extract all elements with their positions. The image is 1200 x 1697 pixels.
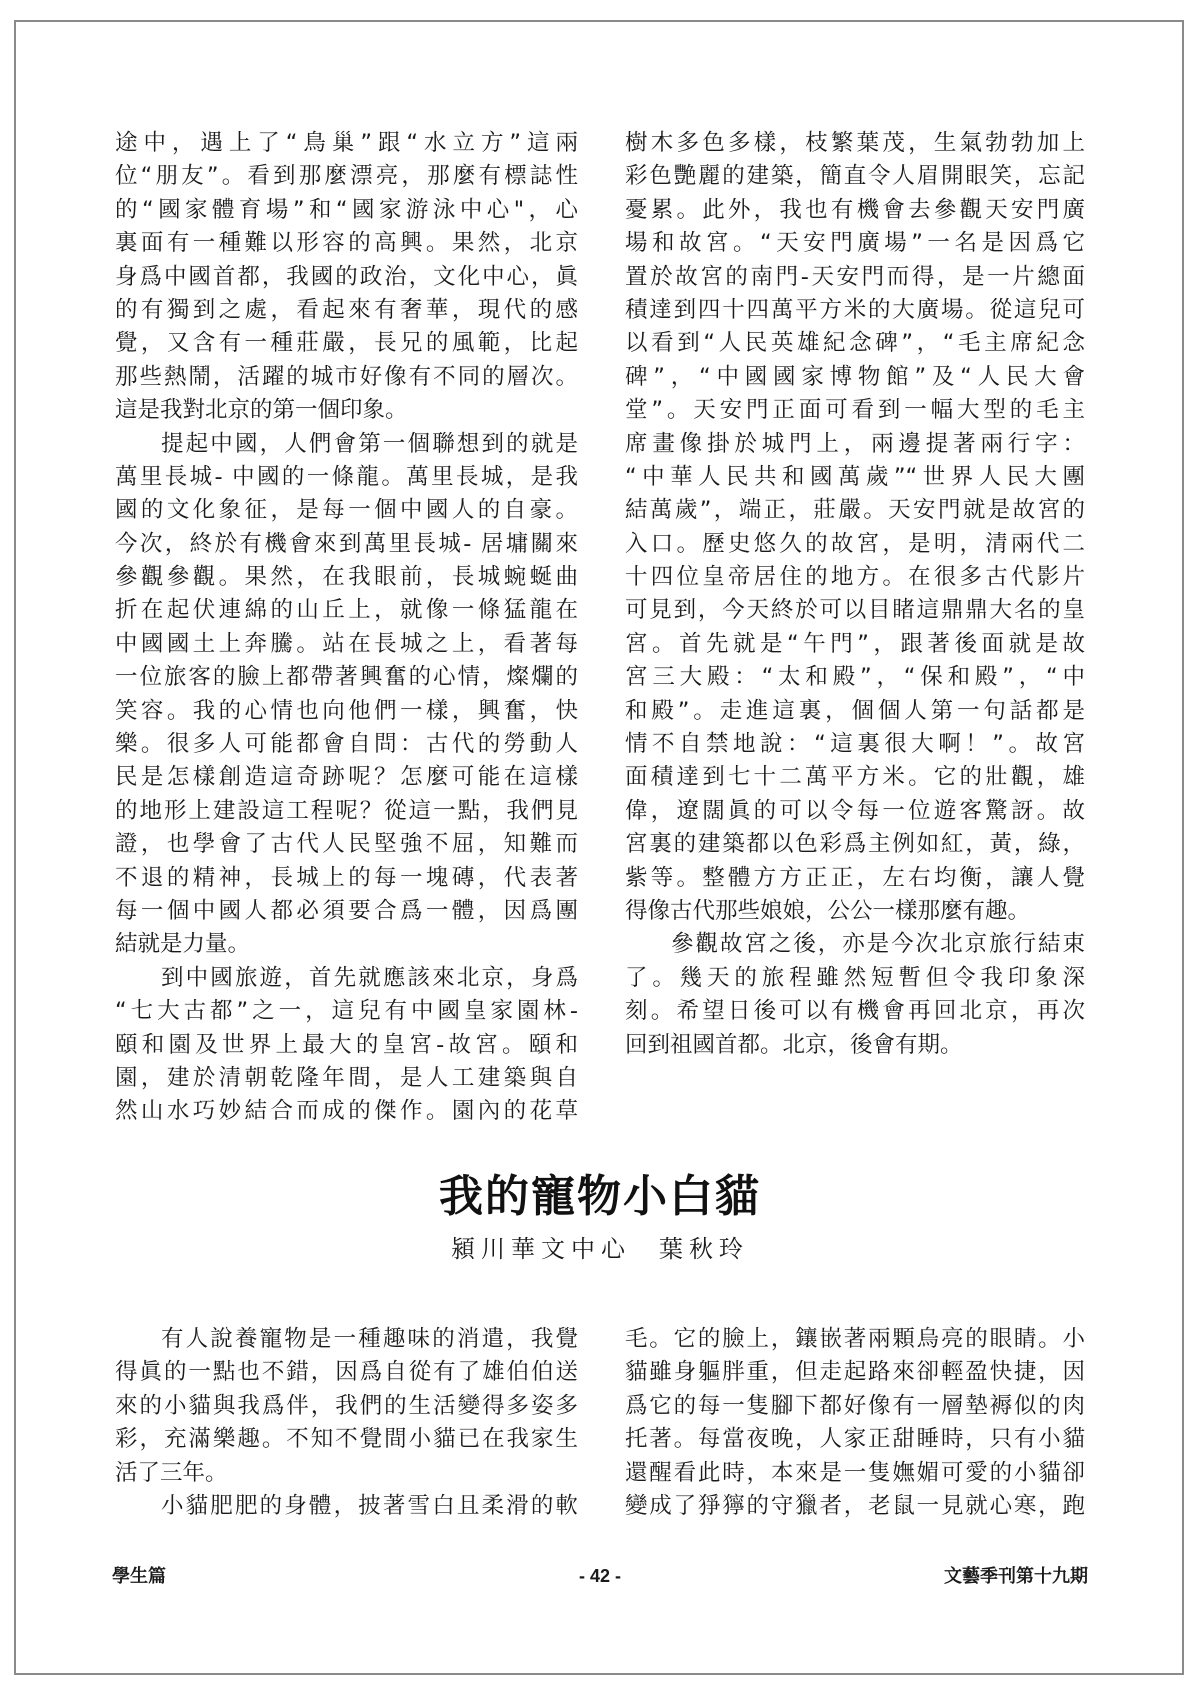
article2-byline: [0, 1232, 1200, 1266]
text-line: 場和故宮。“天安門廣場”一名是因爲它: [625, 230, 1085, 257]
text-line: 席畫像掛於城門上，兩邊提著兩行字：: [625, 430, 1085, 457]
text-line: 結萬歲”，端正，莊嚴。天安門就是故宮的: [625, 497, 1085, 524]
article1-right-column: [625, 127, 1085, 1062]
footer-section-label: 學生篇: [112, 1566, 166, 1586]
text-line: 園，建於清朝乾隆年間，是人工建築與自: [115, 1064, 578, 1091]
text-line: 碑”，“中國國家博物館”及“人民大會: [625, 363, 1085, 390]
footer-page-number: - 42 -: [578, 1566, 621, 1586]
article1-left-column: [115, 127, 578, 1129]
text-line: 那些熱鬧，活躍的城市好像有不同的層次。: [115, 363, 578, 390]
byline-author: 葉秋玲: [659, 1235, 749, 1263]
text-line: 宮裏的建築都以色彩爲主例如紅，黃，綠，: [625, 831, 1085, 858]
text-line: 入口。歷史悠久的故宮，是明，清兩代二: [625, 530, 1085, 557]
text-line: 紫等。整體方方正正，左右均衡，讓人覺: [625, 864, 1085, 891]
byline-organization: 潁川華文中心: [451, 1235, 631, 1263]
text-line: 活了三年。: [115, 1459, 228, 1486]
text-line: 位“朋友”。看到那麼漂亮，那麼有標誌性: [115, 163, 578, 190]
text-line: 樹木多色多樣，枝繁葉茂，生氣勃勃加上: [625, 130, 1085, 156]
text-line: 了。幾天的旅程雖然短暫但令我印象深: [625, 964, 1085, 991]
text-line: 民是怎樣創造這奇跡呢？怎麼可能在這樣: [115, 764, 578, 791]
text-line: 覺，又含有一種莊嚴，長兄的風範，比起: [115, 330, 578, 357]
text-line: 這是我對北京的第一個印象。: [115, 397, 408, 424]
text-line: 彩色艷麗的建築，簡直令人眉開眼笑，忘記: [625, 163, 1085, 190]
text-line: 可見到，今天終於可以目睹這鼎鼎大名的皇: [625, 597, 1085, 624]
text-line: 結就是力量。: [115, 931, 251, 958]
text-line: 偉，遼闊眞的可以令每一位遊客驚訝。故: [625, 797, 1085, 824]
text-line: 然山水巧妙結合而成的傑作。園內的花草: [115, 1098, 578, 1125]
text-line: 還醒看此時，本來是一隻嫵媚可愛的小貓卻: [625, 1459, 1085, 1486]
text-line: 證，也學會了古代人民堅強不屈，知難而: [115, 831, 578, 858]
text-line: 頤和園及世界上最大的皇宮-故宮。頤和: [115, 1031, 578, 1058]
text-line: 貓雖身軀胖重，但走起路來卻輕盈快捷，因: [625, 1359, 1085, 1386]
text-line: 得像古代那些娘娘，公公一樣那麼有趣。: [625, 897, 1031, 924]
text-line: 不退的精神，長城上的每一塊磚，代表著: [115, 864, 578, 891]
text-line: 和殿”。走進這裏，個個人第一句話都是: [625, 697, 1085, 724]
text-line: 笑容。我的心情也向他們一樣，興奮，快: [115, 697, 578, 724]
text-line: 變成了猙獰的守獵者，老鼠一見就心寒，跑: [625, 1492, 1085, 1519]
text-line: 回到祖國首都。北京，後會有期。: [625, 1031, 963, 1058]
text-line: 毛。它的臉上，鑲嵌著兩顆烏亮的眼睛。小: [625, 1326, 1085, 1352]
text-line: “中華人民共和國萬歲”“世界人民大團: [625, 463, 1085, 490]
text-line: 每一個中國人都必須要合爲一體，因爲團: [115, 897, 578, 924]
text-line: 折在起伏連綿的山丘上，就像一條猛龍在: [115, 597, 578, 624]
text-line: 憂累。此外，我也有機會去參觀天安門廣: [625, 196, 1085, 223]
text-line: 爲它的每一隻腳下都好像有一層墊褥似的肉: [625, 1392, 1085, 1419]
text-line: 參觀參觀。果然，在我眼前，長城蜿蜒曲: [115, 564, 578, 591]
text-line: 樂。很多人可能都會自問：古代的勞動人: [115, 731, 578, 758]
text-line: 以看到“人民英雄紀念碑”，“毛主席紀念: [625, 330, 1085, 357]
text-line: 的“國家體育場”和“國家游泳中心"，心: [115, 196, 578, 223]
text-line: 積達到四十四萬平方米的大廣場。從這兒可: [625, 296, 1085, 323]
text-line: 的地形上建設這工程呢？從這一點，我們見: [115, 797, 578, 824]
text-line: 十四位皇帝居住的地方。在很多古代影片: [625, 564, 1085, 591]
text-line: 途中，遇上了“鳥巢”跟“水立方”這兩: [115, 130, 578, 156]
text-line: 來的小貓與我爲伴，我們的生活變得多姿多: [115, 1392, 578, 1419]
article2-left-column: [115, 1323, 578, 1523]
article2-right-column: [625, 1323, 1085, 1523]
text-line: 到中國旅遊，首先就應該來北京，身爲: [161, 964, 578, 991]
text-line: 有人說養寵物是一種趣味的消遣，我覺: [161, 1326, 578, 1352]
text-line: 得眞的一點也不錯，因爲自從有了雄伯伯送: [115, 1359, 578, 1386]
text-line: 今次，終於有機會來到萬里長城- 居墉關來: [115, 530, 578, 557]
article2-title: 我的寵物小白貓: [439, 1171, 761, 1222]
text-line: 身爲中國首都，我國的政治，文化中心，眞: [115, 263, 578, 290]
text-line: 情不自禁地說：“這裏很大啊！”。故宮: [625, 731, 1085, 758]
text-line: 宮三大殿：“太和殿”，“保和殿”，“中: [625, 664, 1085, 691]
text-line: 提起中國，人們會第一個聯想到的就是: [161, 430, 578, 457]
text-line: 國的文化象征，是每一個中國人的自豪。: [115, 497, 578, 524]
text-line: 參觀故宮之後，亦是今次北京旅行結束: [671, 931, 1085, 958]
text-line: 一位旅客的臉上都帶著興奮的心情，燦爛的: [115, 664, 578, 691]
text-line: 置於故宮的南門-天安門而得，是一片總面: [625, 263, 1085, 290]
text-line: 中國國土上奔騰。站在長城之上，看著每: [115, 630, 578, 657]
text-line: 托著。每當夜晚，人家正甜睡時，只有小貓: [625, 1426, 1085, 1453]
text-line: 小貓肥肥的身體，披著雪白且柔滑的軟: [161, 1492, 578, 1519]
text-line: 面積達到七十二萬平方米。它的壯觀，雄: [625, 764, 1085, 791]
text-line: “七大古都”之一，這兒有中國皇家園林-: [115, 998, 578, 1025]
text-line: 宮。首先就是“午門”，跟著後面就是故: [625, 630, 1085, 657]
text-line: 刻。希望日後可以有機會再回北京，再次: [625, 998, 1085, 1025]
text-line: 裏面有一種難以形容的高興。果然，北京: [115, 230, 578, 257]
text-line: 彩，充滿樂趣。不知不覺間小貓已在我家生: [115, 1426, 578, 1453]
text-line: 堂”。天安門正面可看到一幅大型的毛主: [625, 397, 1085, 424]
footer-publication: 文藝季刊第十九期: [944, 1566, 1088, 1586]
text-line: 萬里長城- 中國的一條龍。萬里長城，是我: [115, 463, 578, 490]
text-line: 的有獨到之處，看起來有奢華，現代的感: [115, 296, 578, 323]
